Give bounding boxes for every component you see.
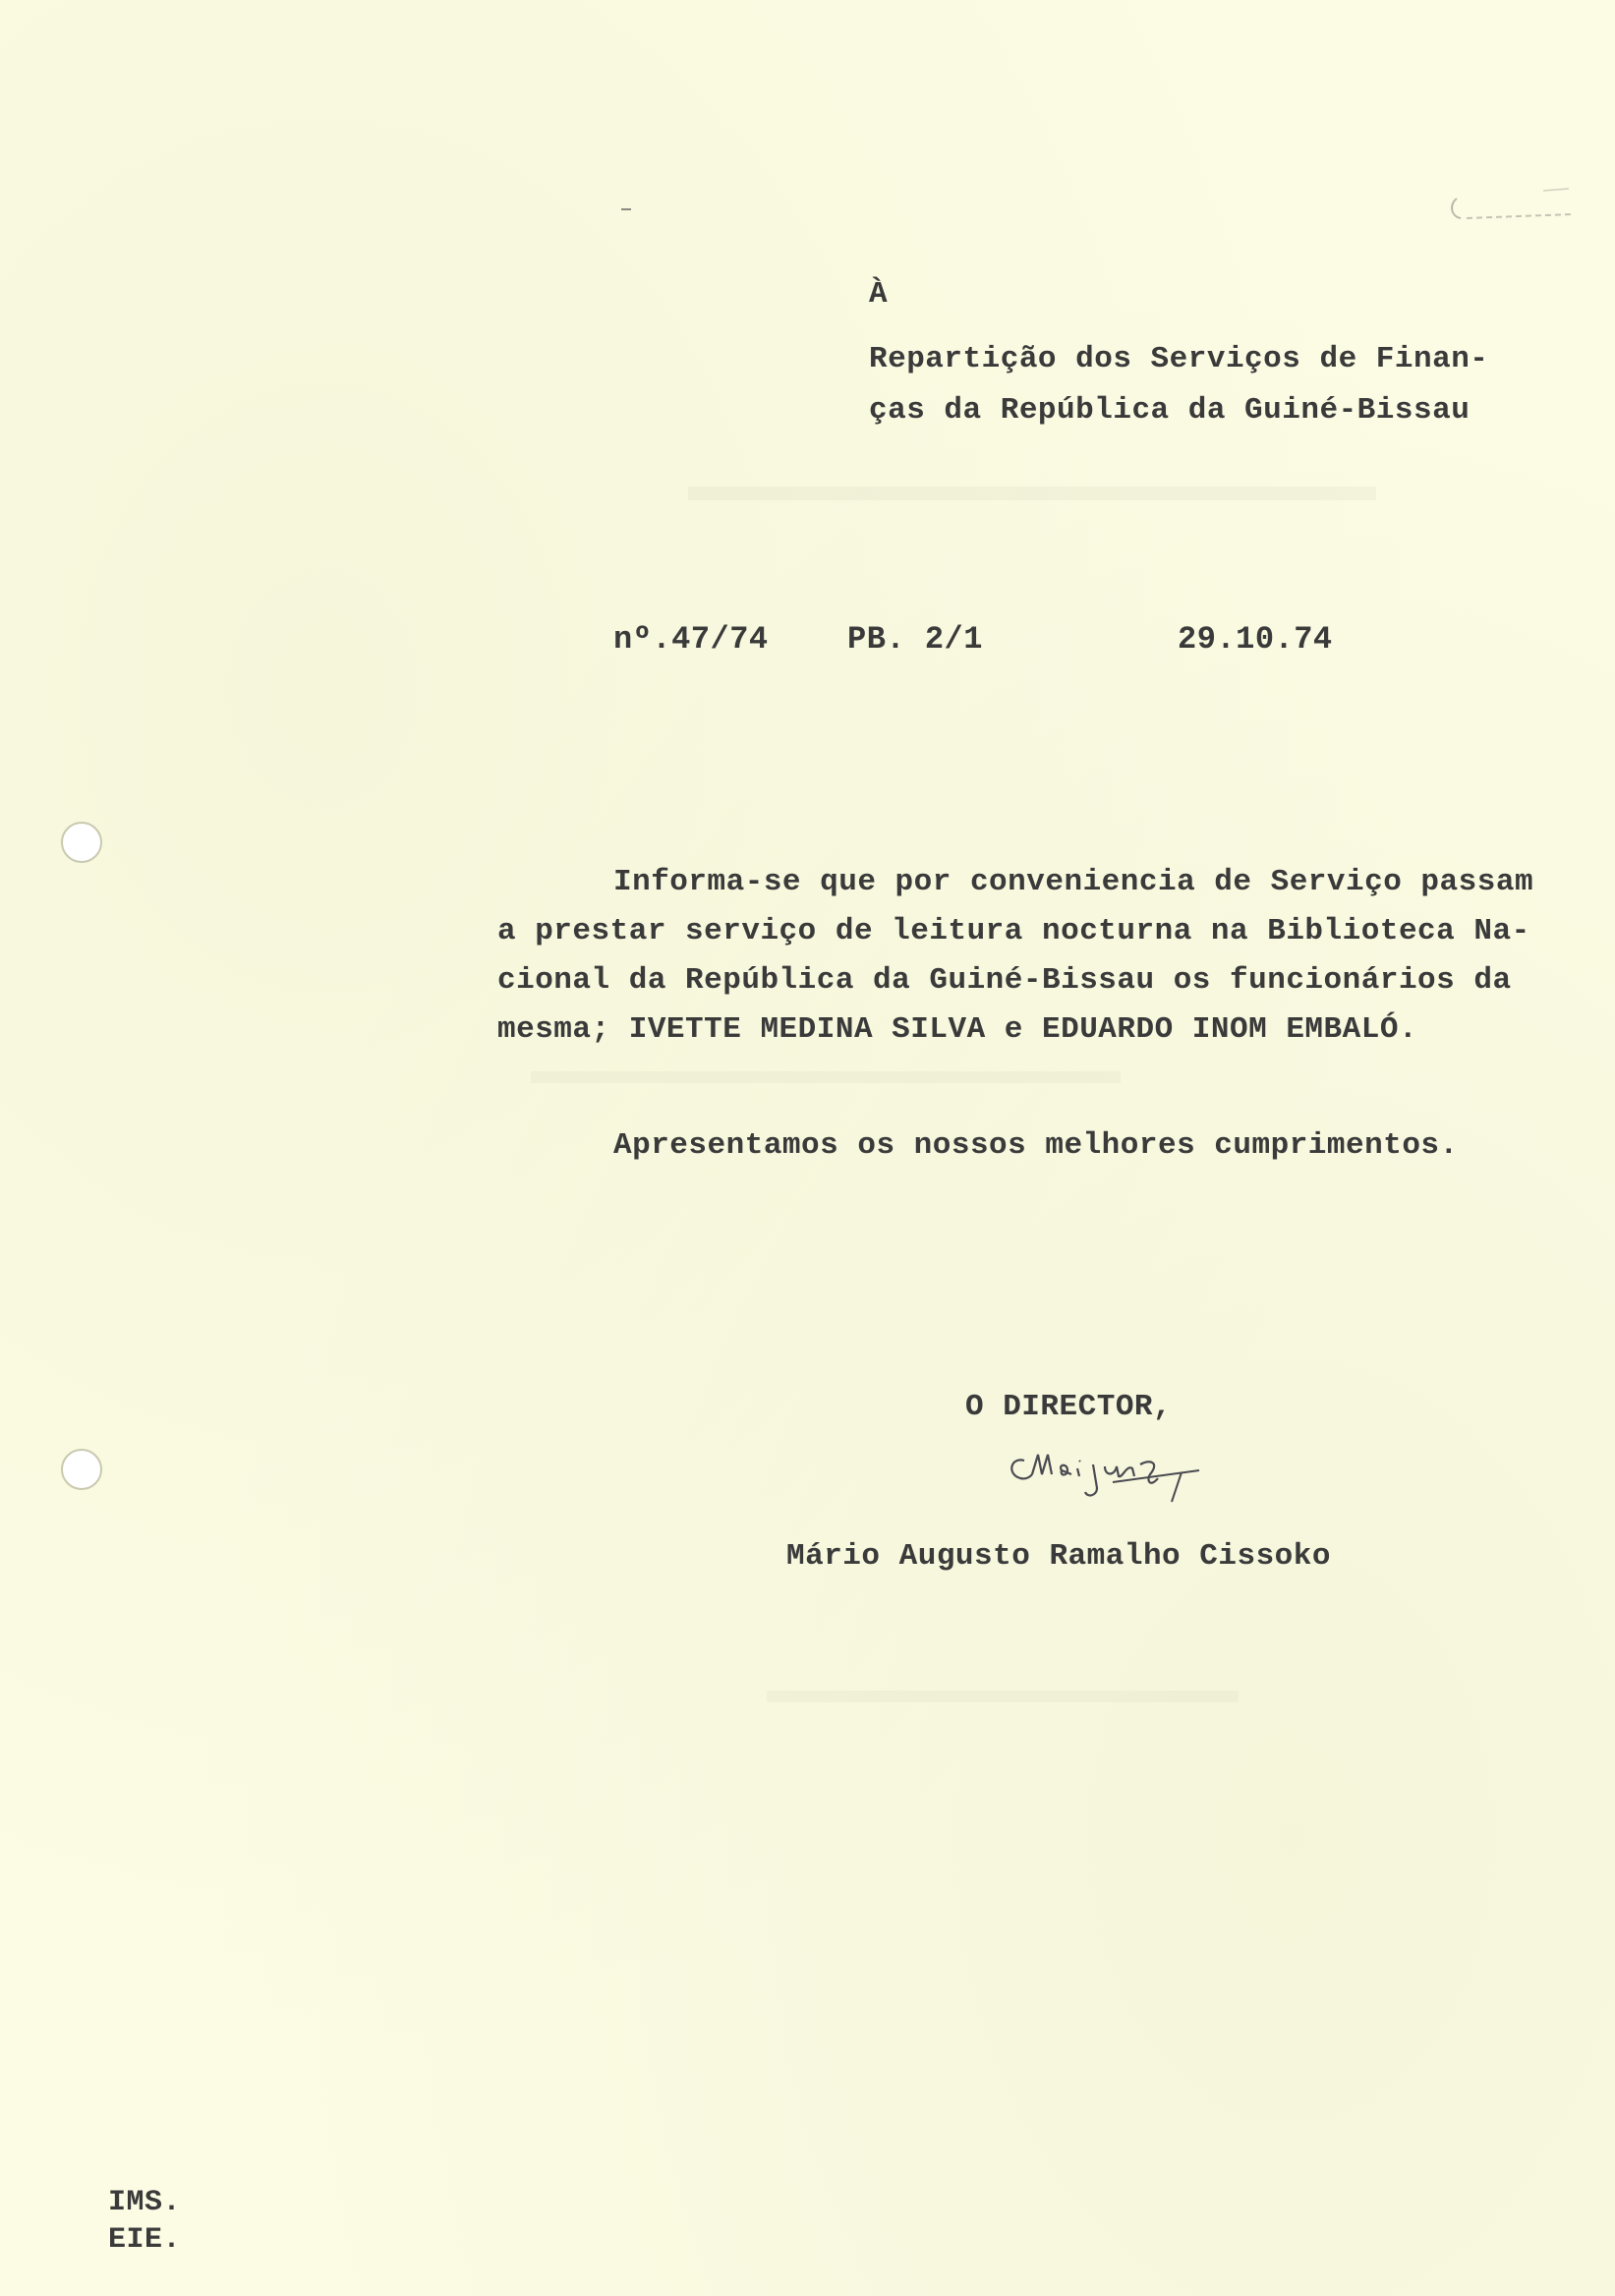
body-line-2: a prestar serviço de leitura nocturna na Biblioteca Na- <box>497 914 1530 948</box>
reference-date: 29.10.74 <box>1178 621 1333 658</box>
reference-file: PB. 2/1 <box>847 621 983 658</box>
body-line-4: mesma; IVETTE MEDINA SILVA e EDUARDO INOM EMBALÓ. <box>497 1012 1418 1047</box>
pencil-mark-icon <box>1445 177 1583 236</box>
signatory-name: Mário Augusto Ramalho Cissoko <box>786 1539 1331 1574</box>
bleed-through-mark <box>531 1071 1121 1084</box>
initials-line-2: EIE. <box>108 2223 182 2257</box>
initials-line-1: IMS. <box>108 2186 182 2219</box>
body-line-1: Informa-se que por conveniencia de Serviço passam <box>613 865 1534 899</box>
recipient-line-1: Repartição dos Serviços de Finan- <box>869 342 1489 376</box>
closing-line: Apresentamos os nossos melhores cumprimentos. <box>613 1128 1459 1163</box>
recipient-line-2: ças da República da Guiné-Bissau <box>869 393 1471 428</box>
salutation: À <box>869 277 889 312</box>
punch-hole <box>61 1449 102 1490</box>
bleed-through-mark <box>767 1691 1239 1703</box>
stray-mark <box>621 208 631 210</box>
bleed-through-mark <box>688 487 1376 501</box>
reference-number: nº.47/74 <box>613 621 769 658</box>
handwritten-signature <box>1003 1435 1219 1514</box>
signatory-title: O DIRECTOR, <box>965 1390 1173 1424</box>
body-line-3: cional da República da Guiné-Bissau os funcionários da <box>497 963 1512 998</box>
punch-hole <box>61 822 102 863</box>
